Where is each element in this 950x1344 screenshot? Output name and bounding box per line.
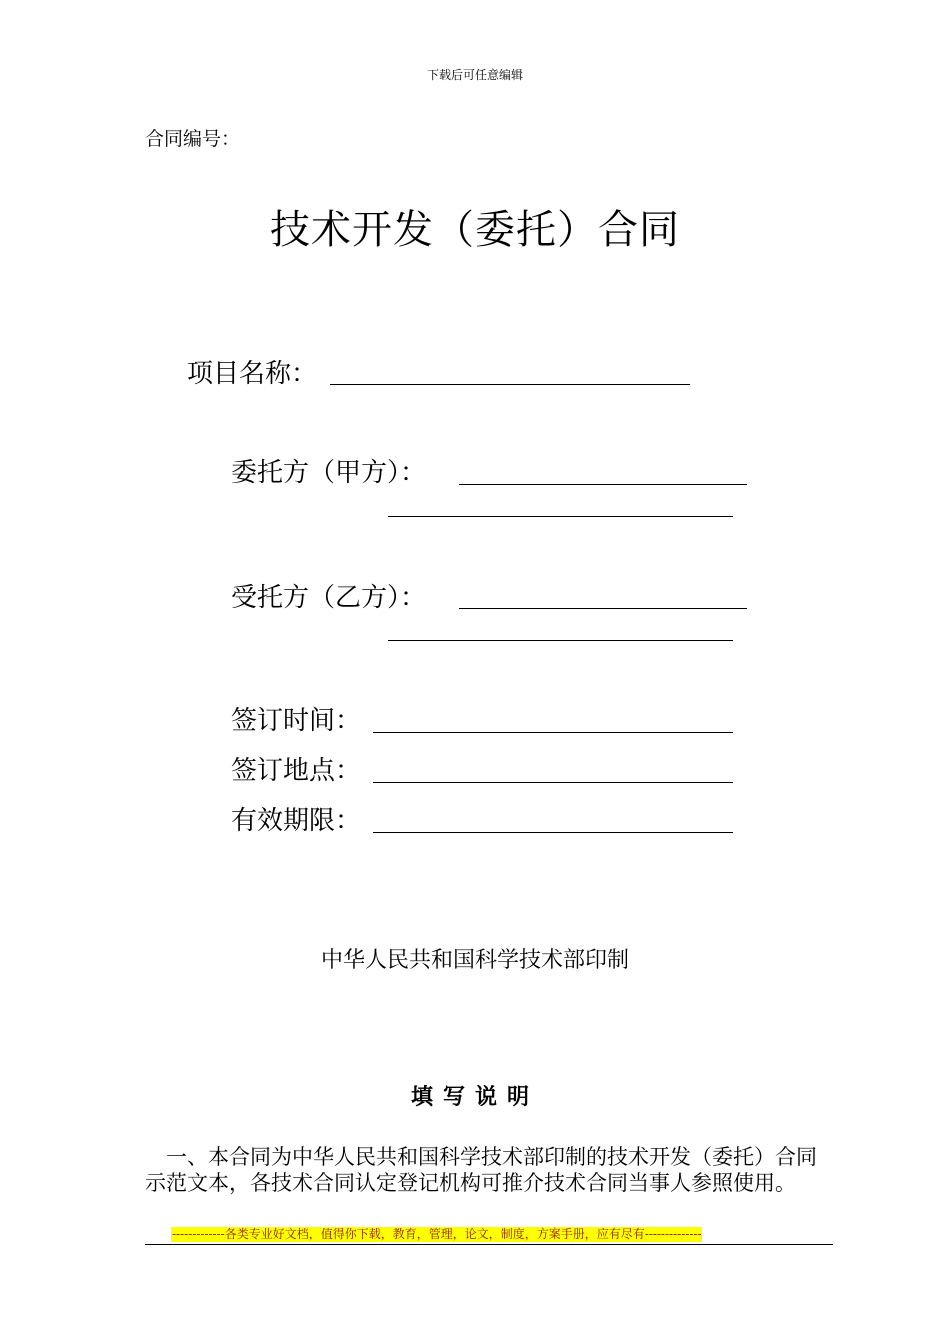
instructions-paragraph-1: 一、本合同为中华人民共和国科学技术部印制的技术开发（委托）合同示范文本，各技术合同认定登记机构可推介技术合同当事人参照使用。 bbox=[145, 1145, 817, 1195]
sign-place-label: 签订地点： bbox=[231, 756, 362, 786]
party-a-line-2 bbox=[388, 516, 733, 517]
party-a-label: 委托方（甲方）： bbox=[231, 458, 427, 488]
sign-place-line bbox=[373, 782, 733, 783]
contract-number-label: 合同编号： bbox=[145, 128, 241, 150]
footer-banner: -------------各类专业好文档，值得你下载，教育，管理，论文，制度，方案手册，应有尽有-------------- bbox=[172, 1227, 702, 1241]
publisher-line: 中华人民共和国科学技术部印制 bbox=[320, 948, 629, 973]
party-b-label: 受托方（乙方）： bbox=[231, 583, 427, 613]
valid-period-label: 有效期限： bbox=[231, 806, 362, 836]
party-b-line-2 bbox=[388, 640, 733, 641]
party-b-line-1 bbox=[459, 608, 747, 609]
sign-time-line bbox=[373, 732, 733, 733]
instructions-heading: 填写说明 bbox=[410, 1085, 539, 1110]
footer-rule bbox=[145, 1244, 833, 1245]
party-a-line-1 bbox=[459, 484, 747, 485]
sign-time-label: 签订时间： bbox=[231, 706, 362, 736]
valid-period-line bbox=[373, 832, 733, 833]
document-title: 技术开发（委托）合同 bbox=[270, 207, 680, 253]
project-name-label: 项目名称： bbox=[187, 359, 318, 389]
project-name-line bbox=[330, 384, 690, 385]
header-note: 下载后可任意编辑 bbox=[426, 68, 523, 82]
